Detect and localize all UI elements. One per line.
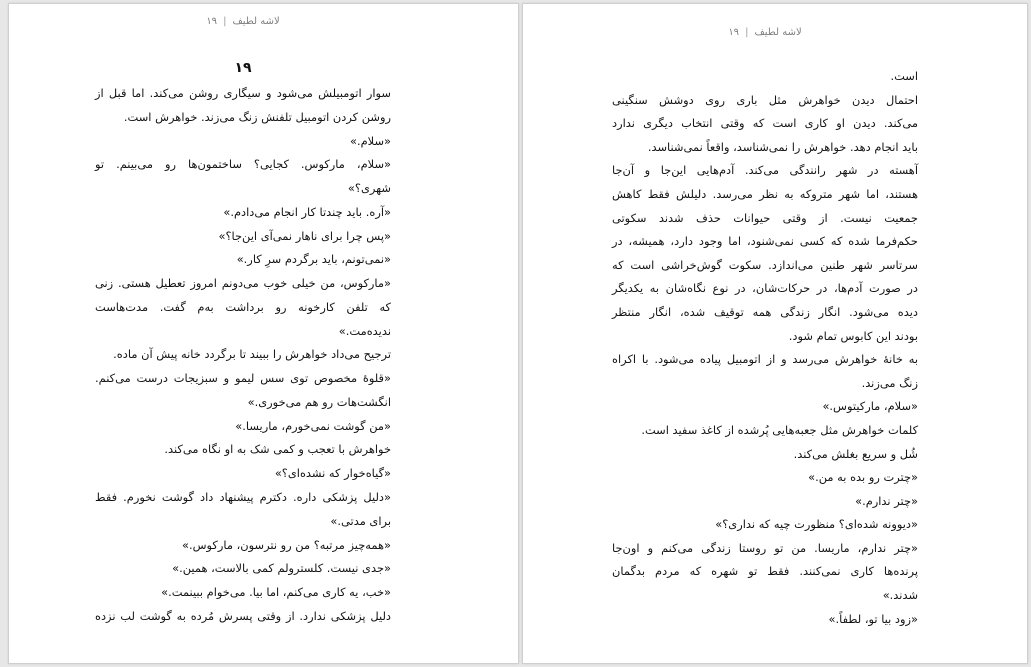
text-line: [612, 65, 918, 89]
text-column: [612, 65, 918, 631]
text-line: [612, 419, 918, 443]
text-line: [95, 438, 391, 462]
text-line: [95, 557, 391, 581]
paragraph: [95, 438, 391, 462]
text-line: [612, 301, 918, 325]
paragraph: [95, 581, 391, 605]
paragraph: [95, 557, 391, 581]
text-line: [95, 201, 391, 225]
text-line-content: سرتاسر شهر طنین می‌اندازد. سکوت گوش‌خراشی است که: [612, 257, 918, 272]
text-line-content: «قلوهٔ مخصوص توی سس لیمو و سبزیجات درست می‌کنم.: [95, 371, 391, 386]
text-line: [612, 443, 918, 467]
text-line: [95, 510, 391, 534]
paragraph: [95, 248, 391, 272]
paragraph: [95, 225, 391, 249]
paragraph: [612, 443, 918, 467]
text-line-content: که تلفن کارخونه رو برداشت به‌م گفت. مدت‌هاست: [95, 299, 391, 314]
text-line-content: انگشت‌هات رو هم می‌خوری.»: [247, 394, 391, 409]
page-number: ۱۹: [206, 16, 218, 27]
text-line-content: سوار اتومبیلش می‌شود و سیگاری روشن می‌کند. اما قبل از: [95, 86, 391, 100]
text-line: [612, 89, 918, 113]
running-header: [95, 15, 391, 29]
text-line-content: ندیده‌مت.»: [338, 323, 391, 338]
text-line-content: هستند، اما شهر متروکه به نظر می‌رسد. دلیلش فقط کاهش: [612, 186, 918, 201]
text-line-content: «زود بیا تو، لطفاً.»: [828, 611, 918, 626]
paragraph: [95, 462, 391, 486]
paragraph: [95, 82, 391, 130]
text-line-content: «جدی نیست. کلسترولم کمی بالاست، همین.»: [172, 561, 391, 576]
paragraph: [95, 415, 391, 439]
chapter-number: ۱۹: [234, 60, 252, 76]
text-line: [95, 130, 391, 154]
text-line: [95, 272, 391, 296]
text-line: [612, 207, 918, 231]
text-line-content: «سلام، مارکوس. کجایی؟ ساختمون‌ها رو می‌بینم. تو: [95, 157, 391, 172]
text-line-content: کلمات خواهرش مثل جعبه‌هایی پُرشده از کاغذ سفید است.: [641, 422, 918, 437]
paragraph: [612, 513, 918, 537]
paragraph: [95, 272, 391, 343]
text-line: [612, 230, 918, 254]
text-line: [95, 153, 391, 177]
text-line-content: شهری؟»: [347, 181, 391, 196]
text-column: [95, 82, 391, 629]
text-line-content: «آره. باید چندتا کار انجام می‌دادم.»: [223, 204, 391, 219]
text-line: [95, 581, 391, 605]
text-line: [95, 343, 391, 367]
text-line-content: «دلیل پزشکی داره. دکترم پیشنهاد داد گوشت نخورم. فقط: [95, 490, 391, 505]
text-line: [612, 159, 918, 183]
paragraph: [612, 466, 918, 490]
text-line: [612, 490, 918, 514]
text-line: [95, 605, 391, 629]
header-separator: |: [745, 27, 749, 38]
text-line: [612, 537, 918, 561]
text-line: [95, 225, 391, 249]
text-line-content: زنگ می‌زند.: [861, 375, 918, 390]
paragraph: [95, 367, 391, 415]
text-line-content: جمعیت نیست. از وقتی حیوانات حذف شدند سکوتی: [612, 210, 918, 225]
paragraph: [612, 419, 918, 443]
paragraph: [612, 65, 918, 89]
text-line: [95, 106, 391, 130]
paragraph: [95, 343, 391, 367]
text-line: [95, 415, 391, 439]
text-line-content: به خانهٔ خواهرش می‌رسد و از اتومبیل پیاده می‌شود. با اکراه: [612, 352, 918, 367]
text-line-content: حکم‌فرما شده که کسی نمی‌شنود، اما وجود دارد، همیشه، در: [612, 234, 918, 249]
text-line: [95, 486, 391, 510]
text-line-content: «سلام.»: [349, 133, 391, 148]
text-line: [612, 136, 918, 160]
paragraph: [95, 201, 391, 225]
text-line-content: «گیاه‌خوار که نشده‌ای؟»: [274, 466, 391, 481]
text-line-content: احتمال دیدن خواهرش مثل باری روی دوشش سنگینی: [612, 92, 918, 107]
text-line: [612, 466, 918, 490]
book-page-right: [522, 3, 1028, 664]
text-line: [95, 391, 391, 415]
paragraph: [612, 348, 918, 395]
text-line-content: برای مدتی.»: [330, 513, 391, 528]
text-line: [612, 183, 918, 207]
paragraph: [612, 537, 918, 608]
text-line: [95, 296, 391, 320]
text-line-content: آهسته در شهر رانندگی می‌کند. آدم‌هایی این‌جا و آن‌جا: [612, 163, 918, 178]
text-line: [612, 112, 918, 136]
text-line: [95, 534, 391, 558]
text-line-content: «من گوشت نمی‌خورم، ماریسا.»: [235, 418, 391, 433]
running-header: [612, 26, 918, 40]
paragraph: [612, 89, 918, 160]
text-line: [95, 367, 391, 391]
text-line-content: ترجیح می‌داد خواهرش را ببیند تا برگردد خانه پیش آن ماده.: [113, 347, 391, 362]
text-line: [612, 277, 918, 301]
text-line: [95, 248, 391, 272]
text-line-content: شُل و سریع بغلش می‌کند.: [793, 446, 918, 461]
text-line-content: است.: [890, 69, 918, 83]
paragraph: [612, 608, 918, 632]
text-line-content: می‌کند. دیدن او کاری است که وقتی انتخاب دیگری ندارد: [612, 116, 918, 131]
text-line: [612, 560, 918, 584]
paragraph: [95, 153, 391, 201]
page-number: ۱۹: [728, 27, 740, 38]
book-title: لاشه لطیف: [754, 27, 802, 38]
text-line-content: شدند.»: [882, 588, 918, 603]
text-line-content: پرنده‌ها کاری نمی‌کنند. فقط تو شهره که مردم بدگمان: [612, 564, 918, 579]
text-line: [612, 584, 918, 608]
text-line-content: «چتر ندارم.»: [855, 493, 918, 508]
text-line-content: خواهرش با تعجب و کمی شک به او نگاه می‌کند.: [164, 442, 391, 457]
text-line-content: «مارکوس، من خیلی خوب می‌دونم امروز تعطیل هستی. زنی: [95, 276, 391, 291]
text-line: [95, 82, 391, 106]
text-line: [612, 254, 918, 278]
paragraph: [612, 395, 918, 419]
text-line: [95, 177, 391, 201]
text-line-content: «همه‌چیز مرتبه؟ من رو نترسون، مارکوس.»: [182, 537, 391, 552]
text-line-content: روشن کردن اتومبیل تلفنش زنگ می‌زند. خواهرش است.: [123, 109, 391, 124]
paragraph: [95, 130, 391, 154]
text-line: [95, 320, 391, 344]
text-line: [612, 513, 918, 537]
paragraph: [612, 159, 918, 348]
text-line-content: دیده می‌شود. انگار زندگی همه توقیف شده، انگار منتظر: [612, 304, 918, 319]
header-separator: |: [223, 16, 227, 27]
text-line-content: «پس چرا برای ناهار نمی‌آی این‌جا؟»: [218, 228, 391, 243]
text-line: [612, 395, 918, 419]
book-title: لاشه لطیف: [232, 16, 280, 27]
text-line: [612, 325, 918, 349]
paragraph: [612, 490, 918, 514]
paragraph: [95, 486, 391, 534]
text-line: [612, 372, 918, 396]
text-line-content: «دیوونه شده‌ای؟ منظورت چیه که نداری؟»: [715, 517, 918, 532]
text-line-content: «چترت رو بده به من.»: [808, 470, 918, 485]
book-page-left: [8, 3, 519, 664]
text-line-content: «چتر ندارم، ماریسا. من تو روستا زندگی می‌کنم و اون‌جا: [612, 540, 918, 555]
text-line: [612, 608, 918, 632]
text-line-content: «سلام، مارکیتوس.»: [822, 399, 918, 414]
text-line-content: بودند این کابوس تمام شود.: [788, 328, 918, 343]
text-line-content: دلیل پزشکی ندارد. از وقتی پسرش مُرده به گوشت لب نزده: [95, 608, 391, 623]
text-line-content: «نمی‌تونم، باید برگردم سرِ کار.»: [236, 252, 391, 267]
text-line-content: در صورت آدم‌ها، در حرکات‌شان، در نوع نگاه‌شان به یکدیگر: [612, 281, 918, 296]
text-line-content: باید انجام دهد. خواهرش را نمی‌شناسد، واقعاً نمی‌شناسد.: [647, 139, 918, 154]
text-line: [95, 462, 391, 486]
text-line-content: «خب، یه کاری می‌کنم، اما بیا. می‌خوام ببینمت.»: [161, 585, 391, 600]
paragraph: [95, 605, 391, 629]
paragraph: [95, 534, 391, 558]
text-line: [612, 348, 918, 372]
